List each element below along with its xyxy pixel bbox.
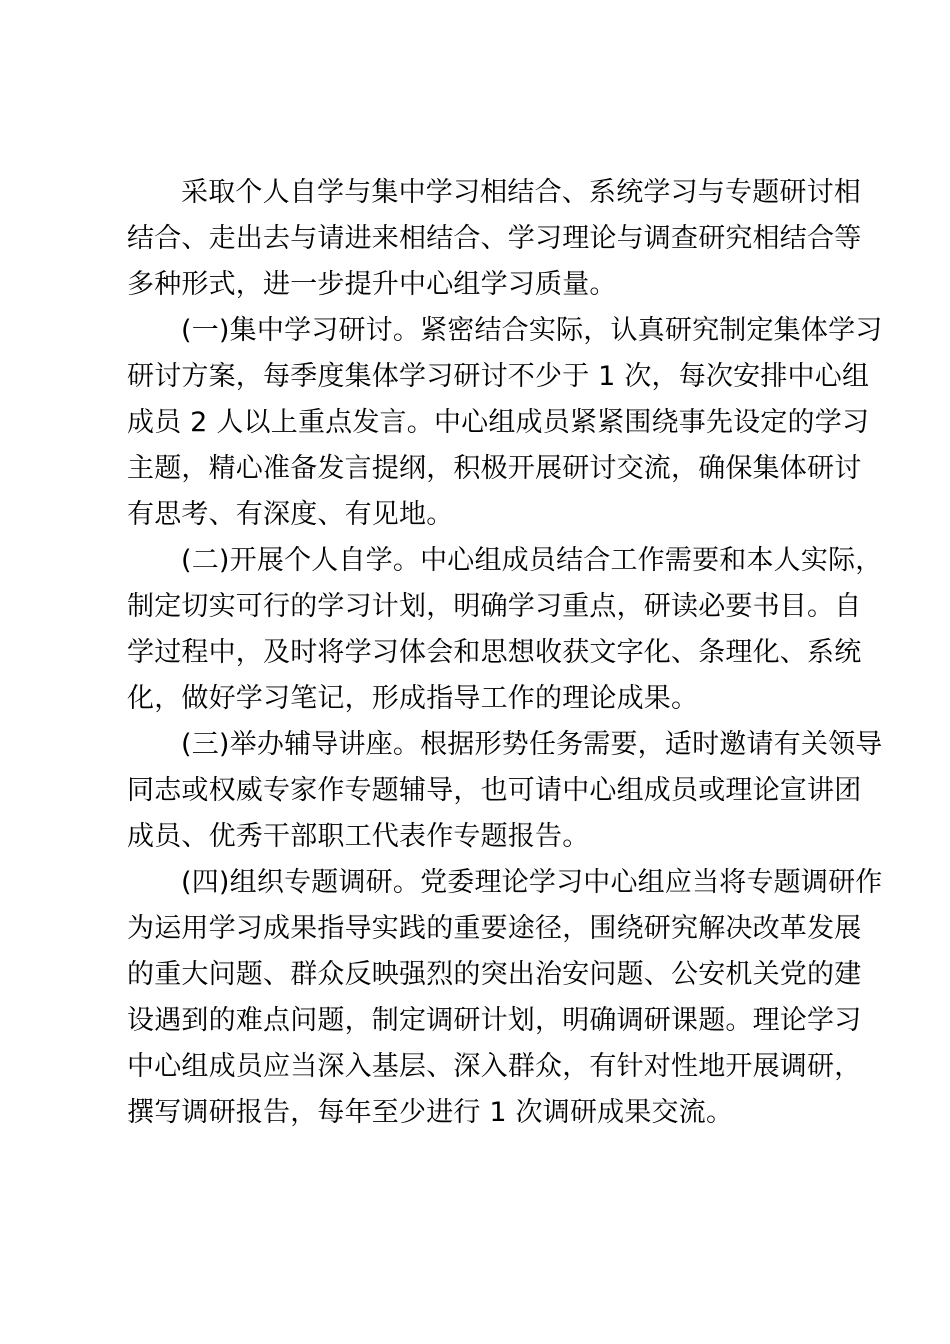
- paragraph-line: 撰写调研报告，每年至少进行 1 次调研成果交流。: [127, 1097, 734, 1128]
- paragraph-line: 结合、走出去与请进来相结合、学习理论与调查研究相结合等: [127, 223, 862, 254]
- paragraph-line: 的重大问题、群众反映强烈的突出治安问题、公安机关党的建: [127, 959, 862, 990]
- paragraph-line: 同志或权威专家作专题辅导，也可请中心组成员或理论宣讲团: [127, 775, 862, 806]
- paragraph-study-forms: [127, 170, 862, 308]
- paragraph-line: 主题，精心准备发言提纲，积极开展研讨交流，确保集体研讨: [127, 453, 862, 484]
- paragraph-line: (二)开展个人自学。中心组成员结合工作需要和本人实际，: [181, 545, 883, 576]
- paragraph-line: 制定切实可行的学习计划，明确学习重点，研读必要书目。自: [127, 591, 862, 622]
- paragraph-line: 采取个人自学与集中学习相结合、系统学习与专题研讨相: [181, 177, 861, 208]
- paragraph-line: 多种形式，进一步提升中心组学习质量。: [127, 269, 617, 300]
- paragraph-line: (一)集中学习研讨。紧密结合实际，认真研究制定集体学习: [181, 315, 883, 346]
- paragraph-line: 成员、优秀干部职工代表作专题报告。: [127, 821, 590, 852]
- paragraph-line: 有思考、有深度、有见地。: [127, 499, 454, 530]
- paragraph-line: 成员 2 人以上重点发言。中心组成员紧紧围绕事先设定的学习: [127, 407, 870, 438]
- paragraph-line: 为运用学习成果指导实践的重要途径，围绕研究解决改革发展: [127, 913, 862, 944]
- document-body: [127, 170, 883, 1136]
- paragraph-research: [127, 860, 883, 1136]
- paragraph-lectures: [127, 722, 883, 860]
- paragraph-line: 中心组成员应当深入基层、深入群众，有针对性地开展调研，: [127, 1051, 862, 1082]
- paragraph-line: (三)举办辅导讲座。根据形势任务需要，适时邀请有关领导: [181, 729, 883, 760]
- paragraph-line: 化，做好学习笔记，形成指导工作的理论成果。: [127, 683, 699, 714]
- paragraph-self-study: [127, 538, 883, 722]
- paragraph-line: 设遇到的难点问题，制定调研计划，明确调研课题。理论学习: [127, 1005, 862, 1036]
- paragraph-line: 研讨方案，每季度集体学习研讨不少于 1 次，每次安排中心组: [127, 361, 870, 392]
- paragraph-line: (四)组织专题调研。党委理论学习中心组应当将专题调研作: [181, 867, 883, 898]
- paragraph-centralized-study: [127, 308, 883, 538]
- paragraph-line: 学过程中，及时将学习体会和思想收获文字化、条理化、系统: [127, 637, 862, 668]
